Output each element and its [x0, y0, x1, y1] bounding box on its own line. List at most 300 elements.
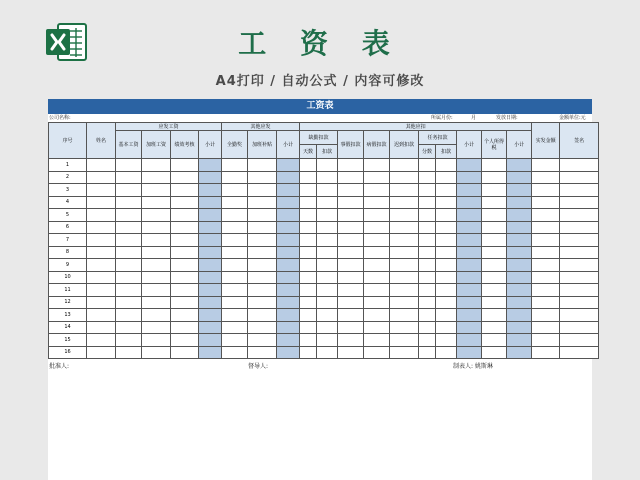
table-cell[interactable] — [364, 221, 390, 234]
table-cell[interactable] — [116, 321, 142, 334]
table-cell[interactable] — [364, 209, 390, 222]
table-cell[interactable] — [300, 171, 317, 184]
table-cell[interactable] — [142, 309, 171, 322]
table-cell[interactable] — [171, 209, 199, 222]
table-cell[interactable] — [482, 159, 507, 172]
table-cell[interactable] — [560, 209, 599, 222]
table-cell[interactable] — [436, 196, 457, 209]
table-cell[interactable] — [457, 234, 482, 247]
table-cell[interactable] — [507, 221, 532, 234]
table-cell[interactable] — [142, 234, 171, 247]
table-cell[interactable] — [364, 309, 390, 322]
table-cell[interactable] — [482, 209, 507, 222]
table-cell[interactable] — [87, 346, 116, 359]
table-cell[interactable] — [199, 296, 222, 309]
table-cell[interactable] — [457, 196, 482, 209]
table-cell[interactable] — [116, 209, 142, 222]
table-cell[interactable] — [199, 209, 222, 222]
table-cell[interactable] — [317, 246, 338, 259]
table-cell[interactable] — [300, 234, 317, 247]
table-cell[interactable] — [482, 334, 507, 347]
table-cell[interactable] — [560, 184, 599, 197]
table-cell[interactable] — [142, 346, 171, 359]
table-cell[interactable] — [300, 209, 317, 222]
table-cell[interactable] — [419, 284, 436, 297]
table-cell[interactable] — [277, 309, 300, 322]
table-cell[interactable] — [338, 196, 364, 209]
table-cell[interactable] — [532, 334, 560, 347]
table-cell[interactable] — [171, 184, 199, 197]
table-cell[interactable] — [277, 184, 300, 197]
table-cell[interactable] — [419, 334, 436, 347]
table-cell[interactable] — [532, 159, 560, 172]
table-cell[interactable] — [317, 196, 338, 209]
table-cell[interactable] — [436, 346, 457, 359]
table-cell[interactable] — [482, 321, 507, 334]
table-cell[interactable] — [560, 159, 599, 172]
table-cell[interactable] — [222, 234, 248, 247]
table-cell[interactable] — [248, 321, 277, 334]
table-cell[interactable] — [199, 259, 222, 272]
table-cell[interactable] — [507, 321, 532, 334]
table-cell[interactable] — [364, 159, 390, 172]
table-cell[interactable] — [317, 171, 338, 184]
table-cell[interactable] — [338, 309, 364, 322]
table-cell[interactable] — [419, 271, 436, 284]
table-cell[interactable] — [457, 284, 482, 297]
table-cell[interactable] — [116, 184, 142, 197]
table-cell[interactable] — [317, 271, 338, 284]
table-cell[interactable] — [390, 171, 419, 184]
table-cell[interactable] — [436, 171, 457, 184]
table-cell[interactable] — [364, 171, 390, 184]
table-cell[interactable] — [171, 259, 199, 272]
table-cell[interactable] — [532, 346, 560, 359]
table-cell[interactable] — [364, 321, 390, 334]
table-cell[interactable] — [116, 309, 142, 322]
table-cell[interactable] — [457, 209, 482, 222]
table-cell[interactable] — [300, 296, 317, 309]
table-cell[interactable] — [248, 196, 277, 209]
table-cell[interactable] — [419, 221, 436, 234]
table-cell[interactable] — [419, 321, 436, 334]
table-cell[interactable] — [142, 284, 171, 297]
table-cell[interactable] — [199, 246, 222, 259]
table-cell[interactable] — [364, 259, 390, 272]
table-cell[interactable] — [338, 159, 364, 172]
table-cell[interactable] — [300, 321, 317, 334]
table-cell[interactable] — [364, 334, 390, 347]
table-cell[interactable] — [419, 196, 436, 209]
table-cell[interactable] — [507, 184, 532, 197]
table-cell[interactable] — [560, 321, 599, 334]
table-cell[interactable] — [457, 259, 482, 272]
table-cell[interactable] — [248, 246, 277, 259]
table-cell[interactable] — [116, 159, 142, 172]
table-cell[interactable] — [171, 346, 199, 359]
table-cell[interactable] — [390, 259, 419, 272]
table-cell[interactable] — [436, 309, 457, 322]
table-cell[interactable] — [222, 296, 248, 309]
table-cell[interactable] — [457, 271, 482, 284]
table-cell[interactable] — [300, 184, 317, 197]
table-cell[interactable] — [419, 259, 436, 272]
table-cell[interactable] — [171, 234, 199, 247]
table-cell[interactable] — [277, 271, 300, 284]
table-cell[interactable] — [277, 209, 300, 222]
table-cell[interactable] — [171, 334, 199, 347]
table-cell[interactable] — [507, 209, 532, 222]
table-cell[interactable] — [457, 334, 482, 347]
table-cell[interactable] — [482, 259, 507, 272]
table-cell[interactable] — [300, 259, 317, 272]
table-cell[interactable] — [317, 284, 338, 297]
table-cell[interactable] — [142, 196, 171, 209]
table-cell[interactable] — [142, 159, 171, 172]
table-cell[interactable] — [419, 346, 436, 359]
table-cell[interactable] — [390, 321, 419, 334]
table-cell[interactable] — [87, 159, 116, 172]
table-cell[interactable] — [532, 209, 560, 222]
table-cell[interactable] — [87, 196, 116, 209]
table-cell[interactable] — [482, 221, 507, 234]
table-cell[interactable] — [300, 196, 317, 209]
table-cell[interactable] — [507, 171, 532, 184]
table-cell[interactable] — [171, 321, 199, 334]
table-cell[interactable] — [248, 184, 277, 197]
table-cell[interactable] — [142, 246, 171, 259]
table-cell[interactable] — [171, 271, 199, 284]
table-cell[interactable] — [277, 196, 300, 209]
table-cell[interactable] — [419, 234, 436, 247]
table-cell[interactable] — [300, 271, 317, 284]
table-cell[interactable] — [116, 221, 142, 234]
table-cell[interactable] — [532, 234, 560, 247]
table-cell[interactable] — [248, 284, 277, 297]
table-cell[interactable] — [482, 296, 507, 309]
table-cell[interactable] — [116, 271, 142, 284]
table-cell[interactable] — [532, 171, 560, 184]
table-cell[interactable] — [338, 184, 364, 197]
table-cell[interactable] — [222, 309, 248, 322]
table-cell[interactable] — [317, 234, 338, 247]
table-cell[interactable] — [300, 334, 317, 347]
table-cell[interactable] — [507, 296, 532, 309]
table-cell[interactable] — [364, 184, 390, 197]
table-cell[interactable] — [277, 334, 300, 347]
table-cell[interactable] — [277, 321, 300, 334]
table-cell[interactable] — [87, 271, 116, 284]
table-cell[interactable] — [419, 296, 436, 309]
table-cell[interactable] — [116, 171, 142, 184]
table-cell[interactable] — [532, 259, 560, 272]
table-cell[interactable] — [390, 271, 419, 284]
table-cell[interactable] — [142, 221, 171, 234]
table-cell[interactable] — [436, 234, 457, 247]
table-cell[interactable] — [199, 234, 222, 247]
table-cell[interactable] — [248, 309, 277, 322]
table-cell[interactable] — [87, 284, 116, 297]
table-cell[interactable] — [507, 234, 532, 247]
table-cell[interactable] — [338, 346, 364, 359]
table-cell[interactable] — [390, 159, 419, 172]
table-cell[interactable] — [507, 284, 532, 297]
table-cell[interactable] — [338, 221, 364, 234]
table-cell[interactable] — [482, 184, 507, 197]
table-cell[interactable] — [171, 221, 199, 234]
table-cell[interactable] — [248, 159, 277, 172]
table-cell[interactable] — [560, 284, 599, 297]
table-cell[interactable] — [507, 271, 532, 284]
table-cell[interactable] — [317, 184, 338, 197]
table-cell[interactable] — [199, 184, 222, 197]
table-cell[interactable] — [338, 234, 364, 247]
table-cell[interactable] — [277, 246, 300, 259]
table-cell[interactable] — [317, 296, 338, 309]
table-cell[interactable] — [317, 209, 338, 222]
table-cell[interactable] — [277, 296, 300, 309]
table-cell[interactable] — [317, 334, 338, 347]
table-cell[interactable] — [457, 346, 482, 359]
table-cell[interactable] — [142, 321, 171, 334]
table-cell[interactable] — [87, 334, 116, 347]
table-cell[interactable] — [317, 259, 338, 272]
table-cell[interactable] — [532, 271, 560, 284]
table-cell[interactable] — [390, 246, 419, 259]
table-cell[interactable] — [116, 296, 142, 309]
table-cell[interactable] — [436, 259, 457, 272]
table-cell[interactable] — [482, 246, 507, 259]
table-cell[interactable] — [277, 259, 300, 272]
table-cell[interactable] — [142, 334, 171, 347]
table-cell[interactable] — [142, 171, 171, 184]
table-cell[interactable] — [142, 209, 171, 222]
table-cell[interactable] — [248, 296, 277, 309]
table-cell[interactable] — [222, 209, 248, 222]
table-cell[interactable] — [222, 334, 248, 347]
table-cell[interactable] — [248, 171, 277, 184]
table-cell[interactable] — [87, 171, 116, 184]
table-cell[interactable] — [87, 209, 116, 222]
table-cell[interactable] — [436, 221, 457, 234]
table-cell[interactable] — [199, 284, 222, 297]
table-cell[interactable] — [390, 284, 419, 297]
table-cell[interactable] — [338, 321, 364, 334]
table-cell[interactable] — [116, 284, 142, 297]
table-cell[interactable] — [338, 171, 364, 184]
table-cell[interactable] — [436, 246, 457, 259]
table-cell[interactable] — [277, 171, 300, 184]
table-cell[interactable] — [300, 346, 317, 359]
table-cell[interactable] — [390, 209, 419, 222]
table-cell[interactable] — [532, 284, 560, 297]
table-cell[interactable] — [222, 246, 248, 259]
table-cell[interactable] — [560, 309, 599, 322]
table-cell[interactable] — [560, 171, 599, 184]
table-cell[interactable] — [457, 246, 482, 259]
table-cell[interactable] — [199, 346, 222, 359]
table-cell[interactable] — [390, 234, 419, 247]
table-cell[interactable] — [532, 184, 560, 197]
table-cell[interactable] — [248, 234, 277, 247]
table-cell[interactable] — [364, 346, 390, 359]
table-cell[interactable] — [436, 321, 457, 334]
table-cell[interactable] — [419, 184, 436, 197]
table-cell[interactable] — [300, 309, 317, 322]
table-cell[interactable] — [116, 334, 142, 347]
table-cell[interactable] — [222, 321, 248, 334]
table-cell[interactable] — [560, 296, 599, 309]
table-cell[interactable] — [300, 159, 317, 172]
table-cell[interactable] — [199, 196, 222, 209]
table-cell[interactable] — [277, 159, 300, 172]
table-cell[interactable] — [532, 296, 560, 309]
table-cell[interactable] — [390, 184, 419, 197]
table-cell[interactable] — [482, 284, 507, 297]
table-cell[interactable] — [482, 271, 507, 284]
table-cell[interactable] — [390, 196, 419, 209]
table-cell[interactable] — [507, 259, 532, 272]
table-cell[interactable] — [87, 221, 116, 234]
table-cell[interactable] — [199, 321, 222, 334]
table-cell[interactable] — [560, 234, 599, 247]
table-cell[interactable] — [532, 309, 560, 322]
table-cell[interactable] — [87, 184, 116, 197]
table-cell[interactable] — [482, 346, 507, 359]
table-cell[interactable] — [142, 296, 171, 309]
table-cell[interactable] — [116, 259, 142, 272]
table-cell[interactable] — [87, 234, 116, 247]
table-cell[interactable] — [222, 346, 248, 359]
table-cell[interactable] — [507, 196, 532, 209]
table-cell[interactable] — [364, 246, 390, 259]
table-cell[interactable] — [277, 221, 300, 234]
table-cell[interactable] — [116, 196, 142, 209]
table-cell[interactable] — [419, 171, 436, 184]
table-cell[interactable] — [560, 334, 599, 347]
table-cell[interactable] — [364, 284, 390, 297]
table-cell[interactable] — [338, 209, 364, 222]
table-cell[interactable] — [390, 221, 419, 234]
table-cell[interactable] — [390, 309, 419, 322]
table-cell[interactable] — [222, 196, 248, 209]
table-cell[interactable] — [248, 221, 277, 234]
table-cell[interactable] — [482, 309, 507, 322]
table-cell[interactable] — [390, 296, 419, 309]
table-cell[interactable] — [199, 221, 222, 234]
table-cell[interactable] — [390, 346, 419, 359]
table-cell[interactable] — [560, 259, 599, 272]
table-cell[interactable] — [457, 159, 482, 172]
table-cell[interactable] — [419, 309, 436, 322]
table-cell[interactable] — [457, 296, 482, 309]
table-cell[interactable] — [248, 346, 277, 359]
table-cell[interactable] — [142, 184, 171, 197]
table-cell[interactable] — [338, 246, 364, 259]
table-cell[interactable] — [482, 171, 507, 184]
table-cell[interactable] — [457, 171, 482, 184]
table-cell[interactable] — [482, 196, 507, 209]
table-cell[interactable] — [338, 271, 364, 284]
table-cell[interactable] — [199, 171, 222, 184]
table-cell[interactable] — [364, 296, 390, 309]
table-cell[interactable] — [300, 221, 317, 234]
table-cell[interactable] — [248, 209, 277, 222]
table-cell[interactable] — [171, 196, 199, 209]
table-cell[interactable] — [507, 246, 532, 259]
table-cell[interactable] — [222, 184, 248, 197]
table-cell[interactable] — [364, 196, 390, 209]
table-cell[interactable] — [560, 346, 599, 359]
table-cell[interactable] — [457, 309, 482, 322]
table-cell[interactable] — [419, 209, 436, 222]
table-cell[interactable] — [222, 271, 248, 284]
table-cell[interactable] — [338, 334, 364, 347]
table-cell[interactable] — [87, 309, 116, 322]
table-cell[interactable] — [222, 284, 248, 297]
table-cell[interactable] — [532, 196, 560, 209]
table-cell[interactable] — [507, 309, 532, 322]
table-cell[interactable] — [317, 346, 338, 359]
table-cell[interactable] — [436, 296, 457, 309]
table-cell[interactable] — [560, 246, 599, 259]
table-cell[interactable] — [317, 309, 338, 322]
table-cell[interactable] — [300, 246, 317, 259]
table-cell[interactable] — [116, 246, 142, 259]
table-cell[interactable] — [116, 346, 142, 359]
table-cell[interactable] — [248, 271, 277, 284]
table-cell[interactable] — [436, 334, 457, 347]
table-cell[interactable] — [222, 171, 248, 184]
table-cell[interactable] — [532, 246, 560, 259]
table-cell[interactable] — [277, 284, 300, 297]
table-cell[interactable] — [419, 246, 436, 259]
table-cell[interactable] — [436, 159, 457, 172]
table-cell[interactable] — [248, 259, 277, 272]
table-cell[interactable] — [222, 259, 248, 272]
table-cell[interactable] — [87, 296, 116, 309]
table-cell[interactable] — [171, 159, 199, 172]
table-cell[interactable] — [277, 234, 300, 247]
table-cell[interactable] — [364, 234, 390, 247]
table-cell[interactable] — [436, 271, 457, 284]
table-cell[interactable] — [338, 259, 364, 272]
table-cell[interactable] — [171, 309, 199, 322]
table-cell[interactable] — [277, 346, 300, 359]
table-cell[interactable] — [364, 271, 390, 284]
table-cell[interactable] — [338, 284, 364, 297]
table-cell[interactable] — [171, 284, 199, 297]
table-cell[interactable] — [560, 221, 599, 234]
table-cell[interactable] — [199, 334, 222, 347]
table-cell[interactable] — [87, 246, 116, 259]
table-cell[interactable] — [507, 346, 532, 359]
table-cell[interactable] — [338, 296, 364, 309]
table-cell[interactable] — [436, 209, 457, 222]
table-cell[interactable] — [222, 221, 248, 234]
table-cell[interactable] — [390, 334, 419, 347]
table-cell[interactable] — [560, 196, 599, 209]
table-cell[interactable] — [171, 171, 199, 184]
table-cell[interactable] — [171, 246, 199, 259]
table-cell[interactable] — [171, 296, 199, 309]
table-cell[interactable] — [507, 159, 532, 172]
table-cell[interactable] — [116, 234, 142, 247]
table-cell[interactable] — [300, 284, 317, 297]
table-cell[interactable] — [222, 159, 248, 172]
table-cell[interactable] — [457, 221, 482, 234]
table-cell[interactable] — [457, 321, 482, 334]
